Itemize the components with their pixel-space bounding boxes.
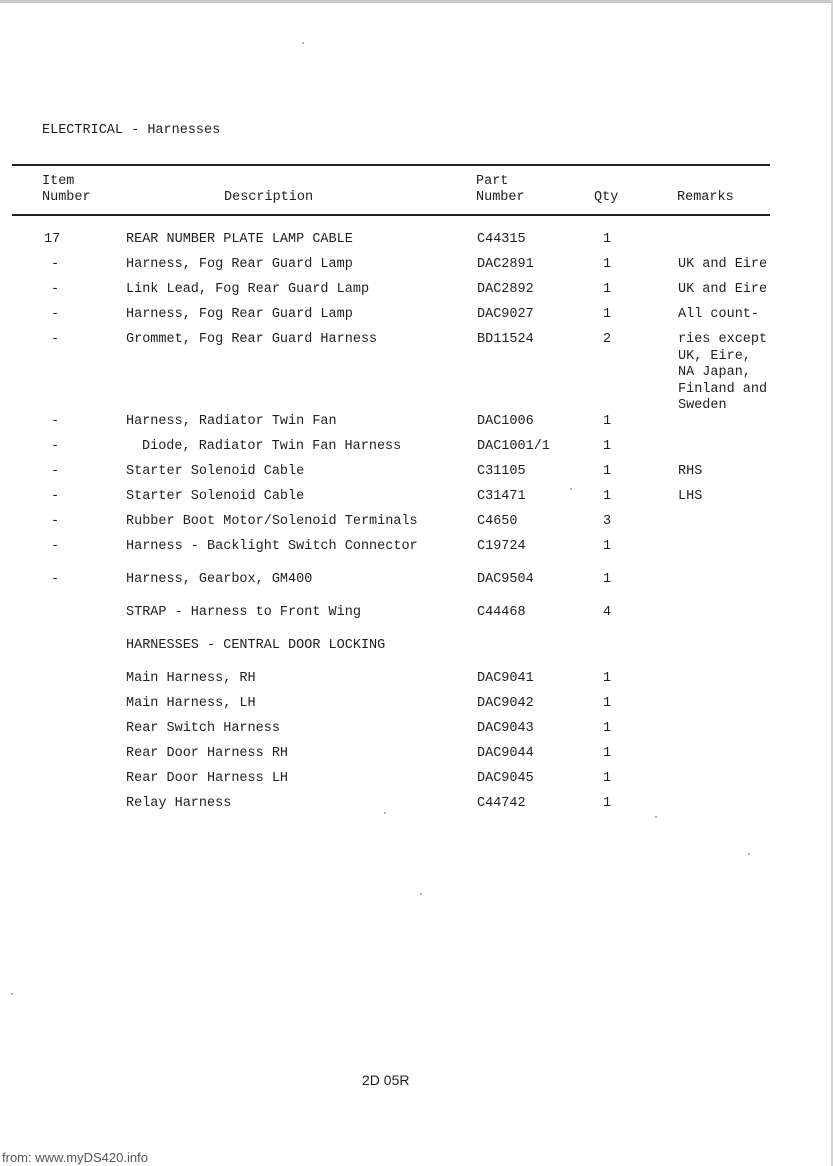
cell-qty: 1: [603, 232, 612, 247]
cell-item: -: [51, 307, 60, 322]
cell-description: Harness, Fog Rear Guard Lamp: [126, 257, 353, 272]
cell-description: Main Harness, RH: [126, 671, 256, 686]
cell-remarks: LHS: [678, 489, 703, 504]
cell-qty: 1: [603, 307, 612, 322]
cell-part: C44468: [477, 605, 526, 620]
cell-qty: 1: [603, 539, 612, 554]
cell-qty: 1: [603, 696, 612, 711]
cell-remarks: UK and Eire: [678, 282, 768, 297]
cell-qty: 1: [603, 257, 612, 272]
source-footer: from: www.myDS420.info: [2, 1150, 148, 1165]
cell-description: Rubber Boot Motor/Solenoid Terminals: [126, 514, 418, 529]
cell-item: -: [51, 439, 60, 454]
cell-description: Harness, Fog Rear Guard Lamp: [126, 307, 353, 322]
cell-qty: 1: [603, 439, 612, 454]
cell-part: DAC9027: [477, 307, 534, 322]
cell-qty: 1: [603, 671, 612, 686]
cell-remarks: RHS: [678, 464, 703, 479]
cell-part: C19724: [477, 539, 526, 554]
cell-item: -: [51, 332, 60, 347]
scan-speck: [748, 853, 750, 855]
cell-remarks: All count-: [678, 307, 760, 322]
section-title: ELECTRICAL - Harnesses: [42, 123, 221, 138]
header-part-number: Part Number: [476, 174, 525, 205]
cell-part: DAC1001/1: [477, 439, 550, 454]
cell-part: BD11524: [477, 332, 534, 347]
cell-item: -: [51, 464, 60, 479]
cell-part: C4650: [477, 514, 518, 529]
cell-qty: 1: [603, 414, 612, 429]
cell-qty: 1: [603, 746, 612, 761]
scan-speck: [655, 816, 657, 818]
cell-qty: 1: [603, 771, 612, 786]
cell-part: DAC9044: [477, 746, 534, 761]
cell-description: REAR NUMBER PLATE LAMP CABLE: [126, 232, 353, 247]
cell-part: C31471: [477, 489, 526, 504]
cell-qty: 1: [603, 721, 612, 736]
scan-speck: [420, 893, 422, 895]
cell-part: DAC9045: [477, 771, 534, 786]
cell-remarks: ries except UK, Eire, NA Japan, Finland and Sweden: [678, 332, 768, 413]
cell-part: DAC9042: [477, 696, 534, 711]
cell-part: DAC9043: [477, 721, 534, 736]
cell-description: Rear Switch Harness: [126, 721, 280, 736]
scan-speck: [570, 488, 572, 490]
cell-qty: 1: [603, 572, 612, 587]
cell-remarks: UK and Eire: [678, 257, 768, 272]
cell-description: Relay Harness: [126, 796, 232, 811]
cell-part: DAC9041: [477, 671, 534, 686]
cell-item: -: [51, 257, 60, 272]
cell-part: C31105: [477, 464, 526, 479]
cell-qty: 1: [603, 489, 612, 504]
cell-description: Starter Solenoid Cable: [126, 464, 305, 479]
cell-description: Harness, Radiator Twin Fan: [126, 414, 337, 429]
cell-item: -: [51, 414, 60, 429]
cell-qty: 3: [603, 514, 612, 529]
cell-part: DAC2892: [477, 282, 534, 297]
cell-description: Diode, Radiator Twin Fan Harness: [142, 439, 402, 454]
header-bottom-rule: [12, 214, 770, 216]
cell-qty: 1: [603, 282, 612, 297]
cell-item: -: [51, 572, 60, 587]
cell-part: DAC9504: [477, 572, 534, 587]
header-description: Description: [224, 190, 314, 205]
cell-part: DAC2891: [477, 257, 534, 272]
cell-description: Link Lead, Fog Rear Guard Lamp: [126, 282, 370, 297]
cell-description: Harness, Gearbox, GM400: [126, 572, 313, 587]
header-qty: Qty: [594, 190, 619, 205]
cell-qty: 4: [603, 605, 612, 620]
scan-speck: [11, 993, 13, 995]
cell-description: Grommet, Fog Rear Guard Harness: [126, 332, 378, 347]
header-top-rule: [12, 164, 770, 166]
scan-top-edge: [0, 0, 833, 3]
cell-item: -: [51, 539, 60, 554]
cell-item: -: [51, 514, 60, 529]
cell-part: C44315: [477, 232, 526, 247]
cell-description: Rear Door Harness LH: [126, 771, 289, 786]
cell-description: Harness - Backlight Switch Connector: [126, 539, 418, 554]
scan-speck: [384, 812, 386, 814]
cell-item: -: [51, 282, 60, 297]
cell-description: STRAP - Harness to Front Wing: [126, 605, 361, 620]
scan-speck: [302, 42, 304, 44]
cell-description: Rear Door Harness RH: [126, 746, 289, 761]
cell-item: 17: [44, 232, 61, 247]
cell-item: -: [51, 489, 60, 504]
page-number: 2D 05R: [362, 1072, 410, 1088]
header-item-number: Item Number: [42, 174, 91, 205]
cell-part: DAC1006: [477, 414, 534, 429]
cell-qty: 2: [603, 332, 612, 347]
header-remarks: Remarks: [677, 190, 734, 205]
cell-description: Starter Solenoid Cable: [126, 489, 305, 504]
cell-qty: 1: [603, 464, 612, 479]
cell-part: C44742: [477, 796, 526, 811]
cell-description: Main Harness, LH: [126, 696, 256, 711]
cell-qty: 1: [603, 796, 612, 811]
cell-description: HARNESSES - CENTRAL DOOR LOCKING: [126, 638, 386, 653]
